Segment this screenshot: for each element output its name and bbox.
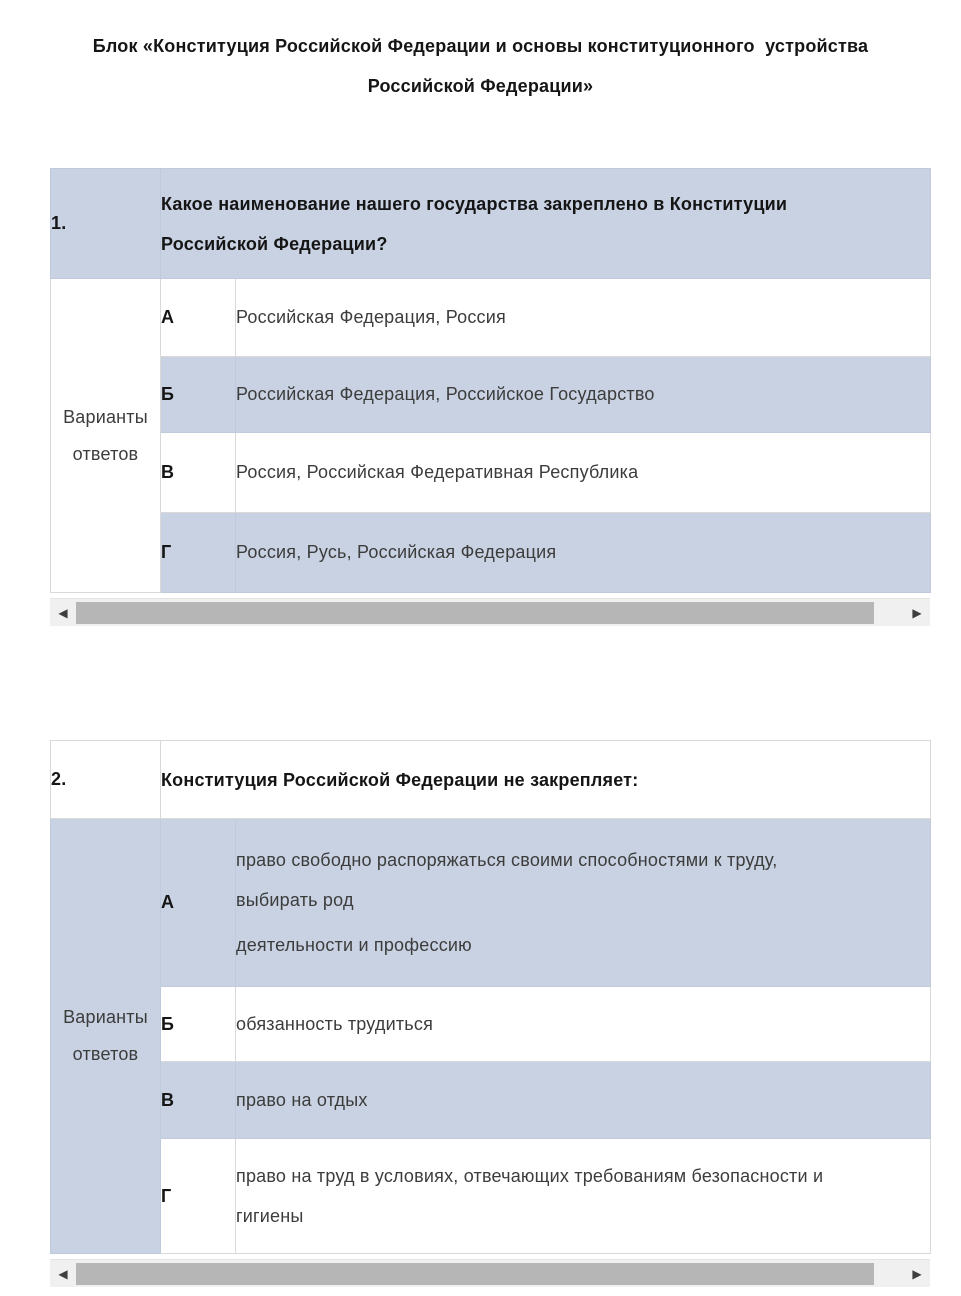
scroll-left-icon[interactable]: ◀ [58,1266,68,1281]
scroll-right-icon[interactable]: ▶ [912,1266,922,1281]
page-title [30,26,931,106]
option-text: Россия, Русь, Российская Федерация [236,513,931,593]
option-row-b [51,987,931,1062]
scrollbar-track[interactable] [76,602,904,624]
question-block-1 [50,168,930,626]
option-text: обязанность трудиться [236,987,931,1062]
option-text: Российская Федерация, Россия [236,279,931,357]
option-text-line: право на труд в условиях, отвечающих требованиям безопасности и [236,1166,824,1186]
scroll-left-icon[interactable]: ◀ [58,605,68,620]
question-text [161,741,931,819]
option-text [236,1139,931,1254]
scroll-right-icon[interactable]: ▶ [912,605,922,620]
variants-label-line: ответов [72,1044,139,1064]
question-header-row [51,169,931,279]
variants-label-line: Варианты [63,406,148,427]
question-table-2 [50,740,931,1254]
variants-label-line: ответов [72,443,139,464]
question-text [161,169,931,279]
option-letter: Г [161,1139,236,1254]
option-row-v [51,433,931,513]
option-text: Российская Федерация, Российское Государство [236,357,931,433]
option-text-line: гигиены [236,1206,304,1226]
option-letter: Г [161,513,236,593]
option-letter: А [161,819,236,987]
option-row-g [51,513,931,593]
scrollbar-track[interactable] [76,1263,904,1285]
option-text-line: деятельности и профессию [236,935,472,955]
question-table-1 [50,168,931,593]
option-row-g [51,1139,931,1254]
horizontal-scrollbar[interactable] [50,1259,930,1287]
option-letter: А [161,279,236,357]
page-title-line-2: Российской Федерации» [367,76,594,96]
scrollbar-thumb[interactable] [76,1263,874,1285]
option-text-paragraph [236,840,930,920]
page-title-line-1: Блок «Конституция Российской Федерации и основы конституционного устройства [92,36,869,56]
question-text-line: Российской Федерации? [161,233,388,254]
option-letter: В [161,433,236,513]
option-letter: Б [161,357,236,433]
question-text-line: Какое наименование нашего государства закреплено в Конституции [161,193,788,214]
option-letter: Б [161,987,236,1062]
option-row-a [51,819,931,987]
option-row-v [51,1062,931,1139]
option-row-a [51,279,931,357]
question-header-row [51,741,931,819]
question-number: 2. [51,741,161,819]
variants-label-line: Варианты [63,1007,148,1027]
option-letter: В [161,1062,236,1139]
scrollbar-thumb[interactable] [76,602,874,624]
variants-label [51,819,161,1254]
question-number: 1. [51,169,161,279]
variants-label [51,279,161,593]
horizontal-scrollbar[interactable] [50,598,930,626]
option-text-line: право свободно распоряжаться своими способностями к труду, [236,850,778,870]
option-text-line: выбирать род [236,890,354,910]
option-text-paragraph [236,925,930,965]
option-row-b [51,357,931,433]
option-text [236,819,931,987]
question-text-line: Конституция Российской Федерации не закрепляет: [161,769,639,790]
question-block-2 [50,740,930,1287]
option-text: Россия, Российская Федеративная Республика [236,433,931,513]
option-text: право на отдых [236,1062,931,1139]
